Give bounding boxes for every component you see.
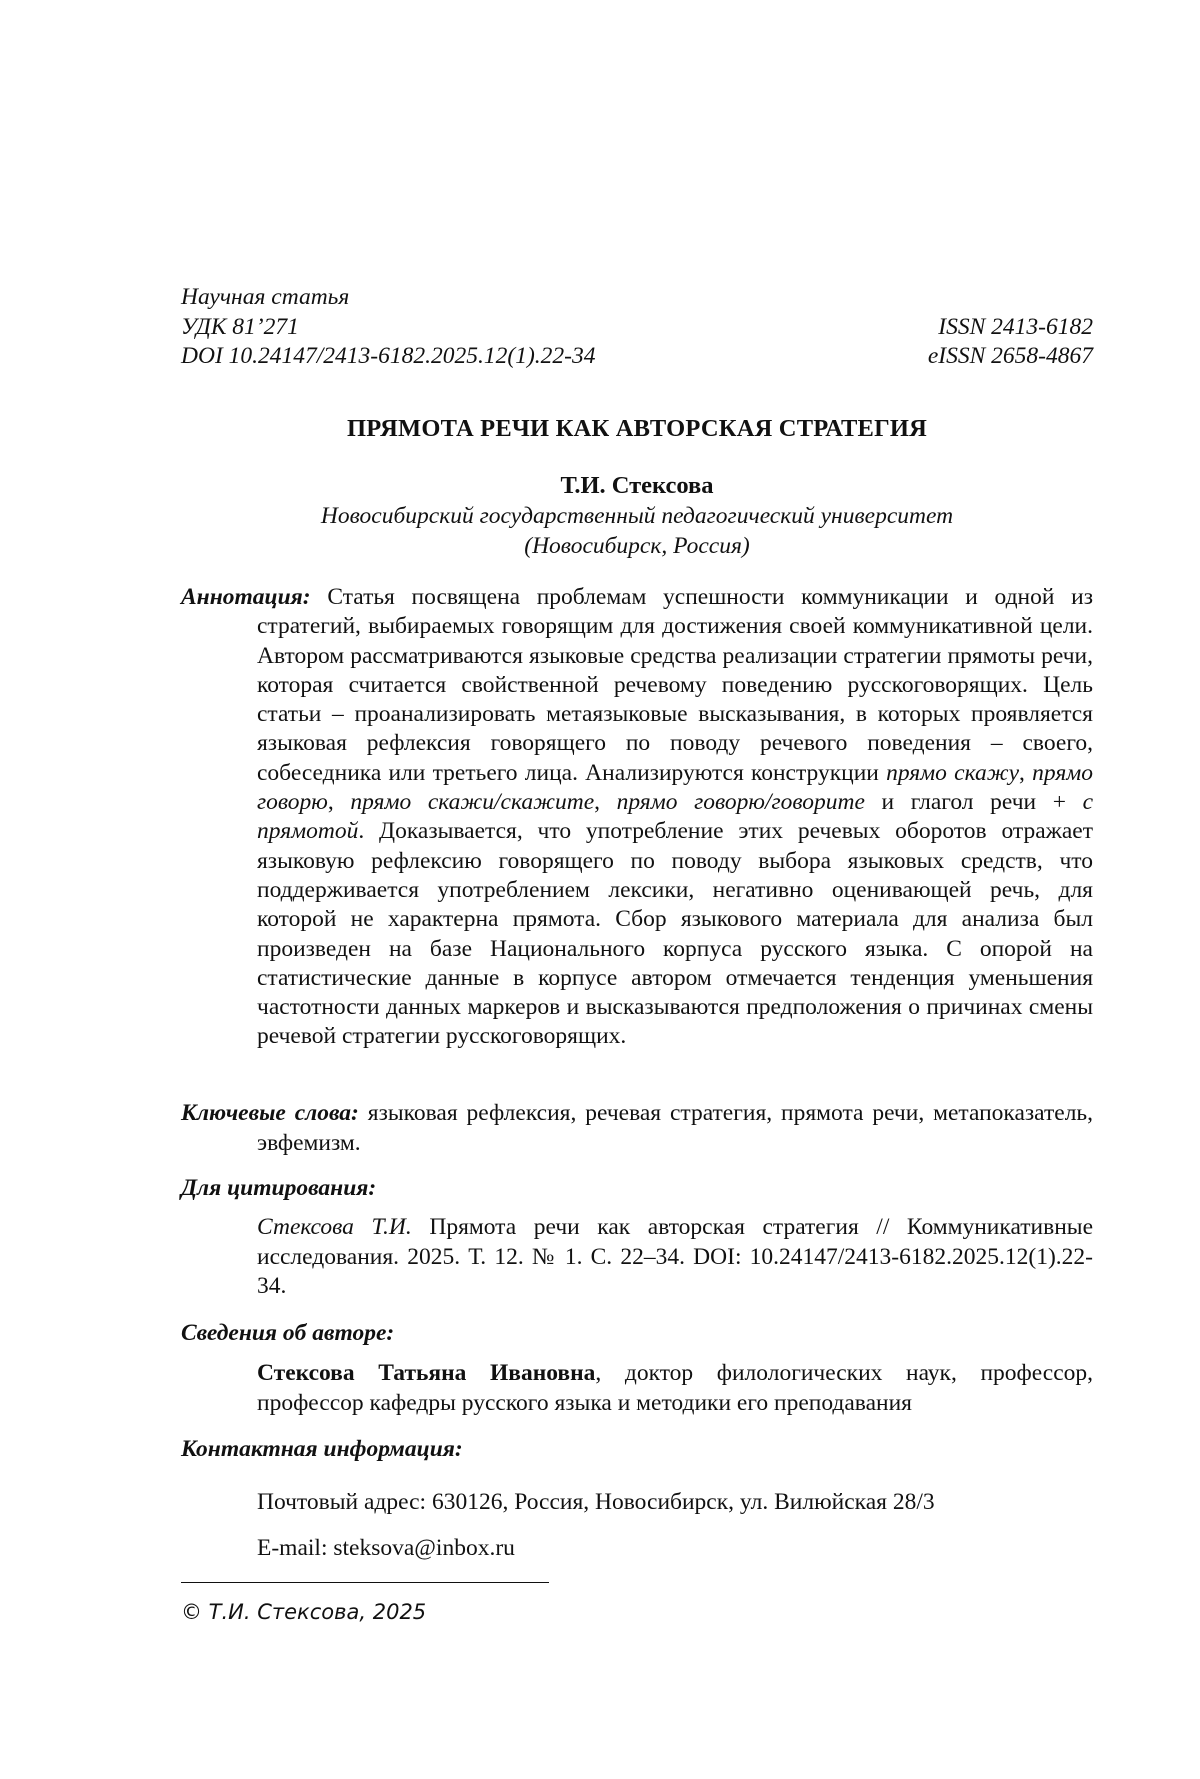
citation-body: Прямота речи как авторская стратегия // Коммуникативные исследования. 2025. Т. 12. № 1. С. 22–34. DOI: 10.24147/2413-6182.2025.12(1).22-34. <box>257 1214 1094 1299</box>
author-info-text <box>257 1359 1093 1418</box>
article-meta <box>181 283 1093 372</box>
abstract-text-2: и глагол речи + <box>864 789 1083 816</box>
citation-label: Для цитирования: <box>181 1175 377 1201</box>
eissn: eISSN 2658-4867 <box>927 343 1093 369</box>
keywords <box>181 1099 1093 1158</box>
paper-title: ПРЯМОТА РЕЧИ КАК АВТОРСКАЯ СТРАТЕГИЯ <box>346 415 928 442</box>
abstract-sep-2: , <box>327 789 351 816</box>
keywords-text: языковая рефлексия, речевая стратегия, прямота речи, метапоказатель, эвфемизм. <box>257 1100 1094 1156</box>
doi: DOI 10.24147/2413-6182.2025.12(1).22-34 <box>181 343 596 369</box>
keywords-label: Ключевые слова: <box>181 1100 359 1126</box>
abstract-sep-3: , <box>594 789 617 816</box>
abstract-em-5: с прямотой <box>257 789 1093 845</box>
contact-email: E-mail: steksova@inbox.ru <box>257 1535 515 1561</box>
copyright-notice: © Т.И. Стексова, 2025 <box>181 1600 427 1624</box>
affiliation-line-1: Новосибирский государственный педагогический университет <box>320 503 954 529</box>
abstract-em-3: прямо скажи/скажите <box>350 789 595 816</box>
citation-author: Стексова Т.И. <box>257 1214 412 1240</box>
article-type: Научная статья <box>181 284 350 310</box>
citation-text <box>257 1213 1093 1302</box>
contact-label: Контактная информация: <box>181 1436 463 1462</box>
abstract-label: Аннотация: <box>181 584 311 610</box>
author-name: Т.И. Стексова <box>560 472 714 499</box>
abstract-em-2: прямо говорю <box>257 759 1093 816</box>
author-info-label: Сведения об авторе: <box>181 1320 395 1346</box>
abstract-em-4: прямо говорю/говорите <box>616 789 865 816</box>
udc: УДК 81’271 <box>181 313 299 340</box>
article-type-row <box>181 283 1093 313</box>
udc-issn-row <box>181 313 1093 343</box>
abstract <box>181 583 1093 1052</box>
author-full-name: Стексова Татьяна Ивановна <box>257 1360 596 1386</box>
contact-address: Почтовый адрес: 630126, Россия, Новосибирск, ул. Вилюйская 28/3 <box>257 1489 935 1515</box>
abstract-sep-1: , <box>1019 759 1033 786</box>
abstract-em-1: прямо скажу <box>886 759 1020 786</box>
issn: ISSN 2413-6182 <box>938 313 1093 340</box>
footnote-divider <box>181 1582 549 1583</box>
abstract-text-3: . Доказывается, что употребление этих речевых оборотов отражает языковую рефлексию говорящего по поводу выбора языковых средств, что поддерживается употреблением лексики, негативно оценивающей речь, для которой не характерна прямота. Сбор языкового материала для анализа был произведен на базе Национального корпуса русского языка. С опорой на статистические данные в корпусе автором отмечается тенденция уменьшения частотности данных маркеров и высказываются предположения о причинах смены речевой стратегии русскоговорящих. <box>257 818 1093 1050</box>
author-info-body: , доктор филологических наук, профессор, профессор кафедры русского языка и методики его преподавания <box>257 1360 1093 1416</box>
doi-eissn-row <box>181 342 1093 372</box>
affiliation <box>181 502 1093 561</box>
affiliation-line-2: (Новосибирск, Россия) <box>524 532 750 559</box>
abstract-text-1: Статья посвящена проблемам успешности коммуникации и одной из стратегий, выбираемых говорящим для достижения своей коммуникативной цели. Автором рассматриваются языковые средства реализации стратегии прямоты речи, которая считается свойственной речевому поведению русскоговорящих. Цель статьи – проанализировать метаязыковые высказывания, в которых проявляется языковая рефлексия говорящего по поводу речевого поведения – своего, собеседника или третьего лица. Анализируются конструкции <box>257 584 1094 786</box>
